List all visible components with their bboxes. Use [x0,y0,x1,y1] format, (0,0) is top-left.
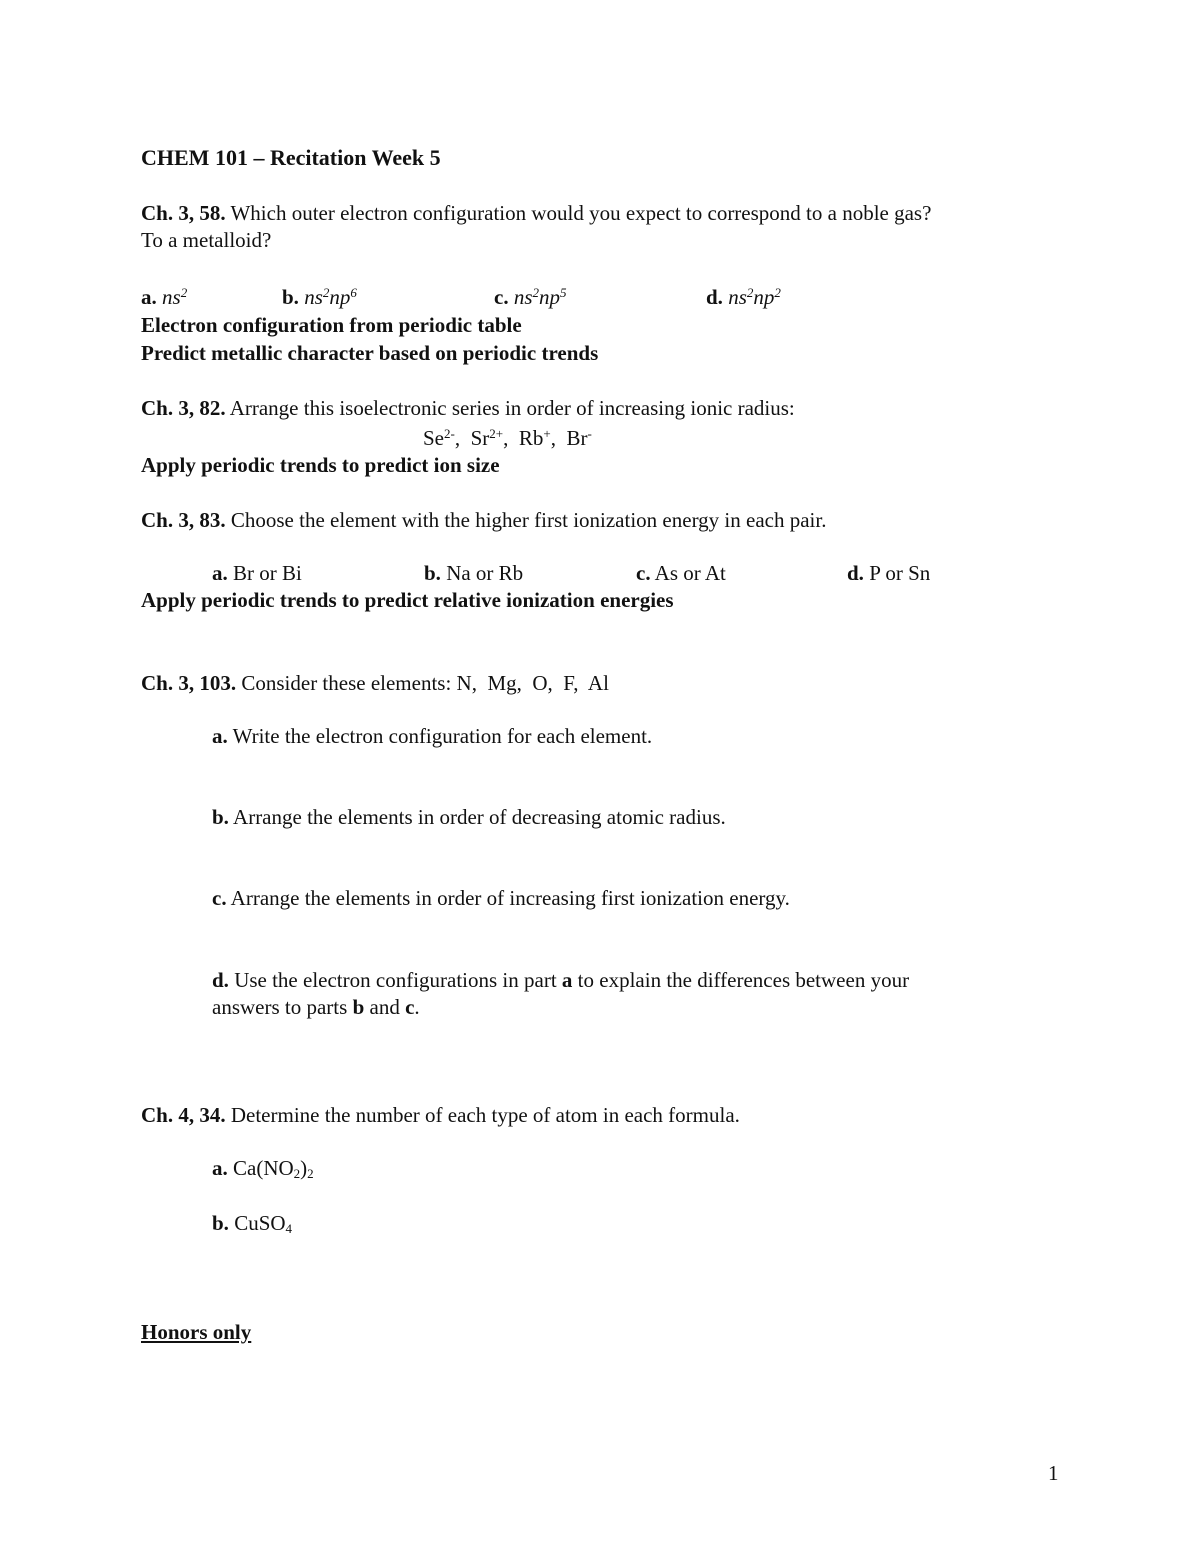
question-text: Which outer electron configuration would you expect to correspond to a noble gas? [230,201,932,225]
part-letter: b. [212,805,229,829]
part-text: Arrange the elements in order of decreasing atomic radius. [233,805,726,829]
ion-charge: + [543,425,551,441]
option-letter: d. [847,561,864,585]
option-exp: 6 [350,284,357,300]
part-d-line2 [212,995,420,1019]
ion [567,426,592,450]
option-text: P or Sn [869,561,931,585]
question-text: Consider these elements: N, Mg, O, F, Al [241,671,609,695]
part-a [212,724,652,748]
option-exp: 2 [746,284,754,300]
ion-symbol: Br [566,426,588,450]
option-text: Na or Rb [446,561,524,585]
ion [471,426,519,450]
ion-symbol: Se [423,426,444,450]
option-b [282,285,357,309]
pair-d [847,561,930,585]
option-d [706,285,781,309]
option-base: ns [304,285,323,309]
option-letter: c. [636,561,651,585]
objective-note: Apply periodic trends to predict ion size [141,453,500,477]
part-text: and [369,995,400,1019]
part-letter: d. [212,968,229,992]
ion [423,426,471,450]
formula-subscript: 4 [285,1221,293,1237]
option-c [494,285,567,309]
ion-series [423,426,592,450]
question-label: Ch. 3, 58. [141,201,226,225]
part-reference: c [405,995,415,1019]
question-83 [141,508,826,532]
question-text: Arrange this isoelectronic series in order of increasing ionic radius: [229,396,795,420]
question-label: Ch. 3, 83. [141,508,226,532]
option-base: np [753,285,775,309]
part-text: . [414,995,420,1019]
ion-symbol: Sr [470,426,490,450]
option-letter: c. [494,285,509,309]
part-letter: c. [212,886,227,910]
formula-text: Ca(NO [233,1156,294,1180]
objective-note: Apply periodic trends to predict relative ionization energies [141,588,674,612]
pair-a [212,561,302,585]
part-reference: b [352,995,365,1019]
formula-letter: a. [212,1156,228,1180]
part-text: Use the electron configurations in part [234,968,557,992]
question-text: Choose the element with the higher first ionization energy in each pair. [230,508,827,532]
option-text: As or At [654,561,726,585]
part-letter: a. [212,724,228,748]
formula-text: CuSO [234,1211,286,1235]
option-base: np [539,285,561,309]
option-letter: b. [282,285,299,309]
option-exp: 2 [322,284,330,300]
formula-a [212,1156,314,1180]
formula-b [212,1211,292,1235]
question-103 [141,671,609,695]
question-58 [141,201,931,225]
option-base: ns [513,285,533,309]
question-4-34 [141,1103,740,1127]
ion-symbol: Rb [518,426,544,450]
part-text: Write the electron configuration for each element. [232,724,653,748]
formula-subscript: 2 [293,1166,301,1182]
option-text: Br or Bi [233,561,302,585]
option-exp: 2 [532,284,540,300]
ion-charge: 2+ [489,425,504,441]
honors-heading: Honors only [141,1320,252,1344]
formula-subscript: 2 [307,1166,314,1182]
part-text: to explain the differences between your [577,968,910,992]
part-c [212,886,790,910]
option-a [141,285,187,309]
question-58-line2: To a metalloid? [141,228,272,252]
ion-charge: 2- [444,425,455,441]
option-exp: 2 [180,284,188,300]
pair-b [424,561,523,585]
ion-charge: - [587,425,592,441]
question-label: Ch. 3, 103. [141,671,237,695]
page-title: CHEM 101 – Recitation Week 5 [141,145,441,170]
option-base: np [329,285,351,309]
part-reference: a [561,968,573,992]
part-b [212,805,726,829]
question-text: Determine the number of each type of atom in each formula. [230,1103,740,1127]
part-text: Arrange the elements in order of increasing first ionization energy. [230,886,790,910]
option-letter: b. [424,561,441,585]
question-82 [141,396,795,420]
option-letter: d. [706,285,723,309]
option-base: ns [728,285,747,309]
option-exp: 2 [774,284,781,300]
option-letter: a. [212,561,228,585]
question-label: Ch. 3, 82. [141,396,226,420]
objective-note: Predict metallic character based on periodic trends [141,341,599,365]
formula-letter: b. [212,1211,229,1235]
ion-separator: , [454,426,471,450]
objective-note: Electron configuration from periodic table [141,313,522,337]
option-base: ns [162,285,181,309]
option-exp: 5 [560,284,567,300]
formula-text: ) [300,1156,308,1180]
question-label: Ch. 4, 34. [141,1103,226,1127]
option-letter: a. [141,285,157,309]
ion [519,426,567,450]
part-d [212,968,909,992]
ion-separator: , [550,426,567,450]
ion-separator: , [503,426,519,450]
part-text: answers to parts [212,995,348,1019]
pair-c [636,561,726,585]
page-number: 1 [1048,1461,1059,1485]
